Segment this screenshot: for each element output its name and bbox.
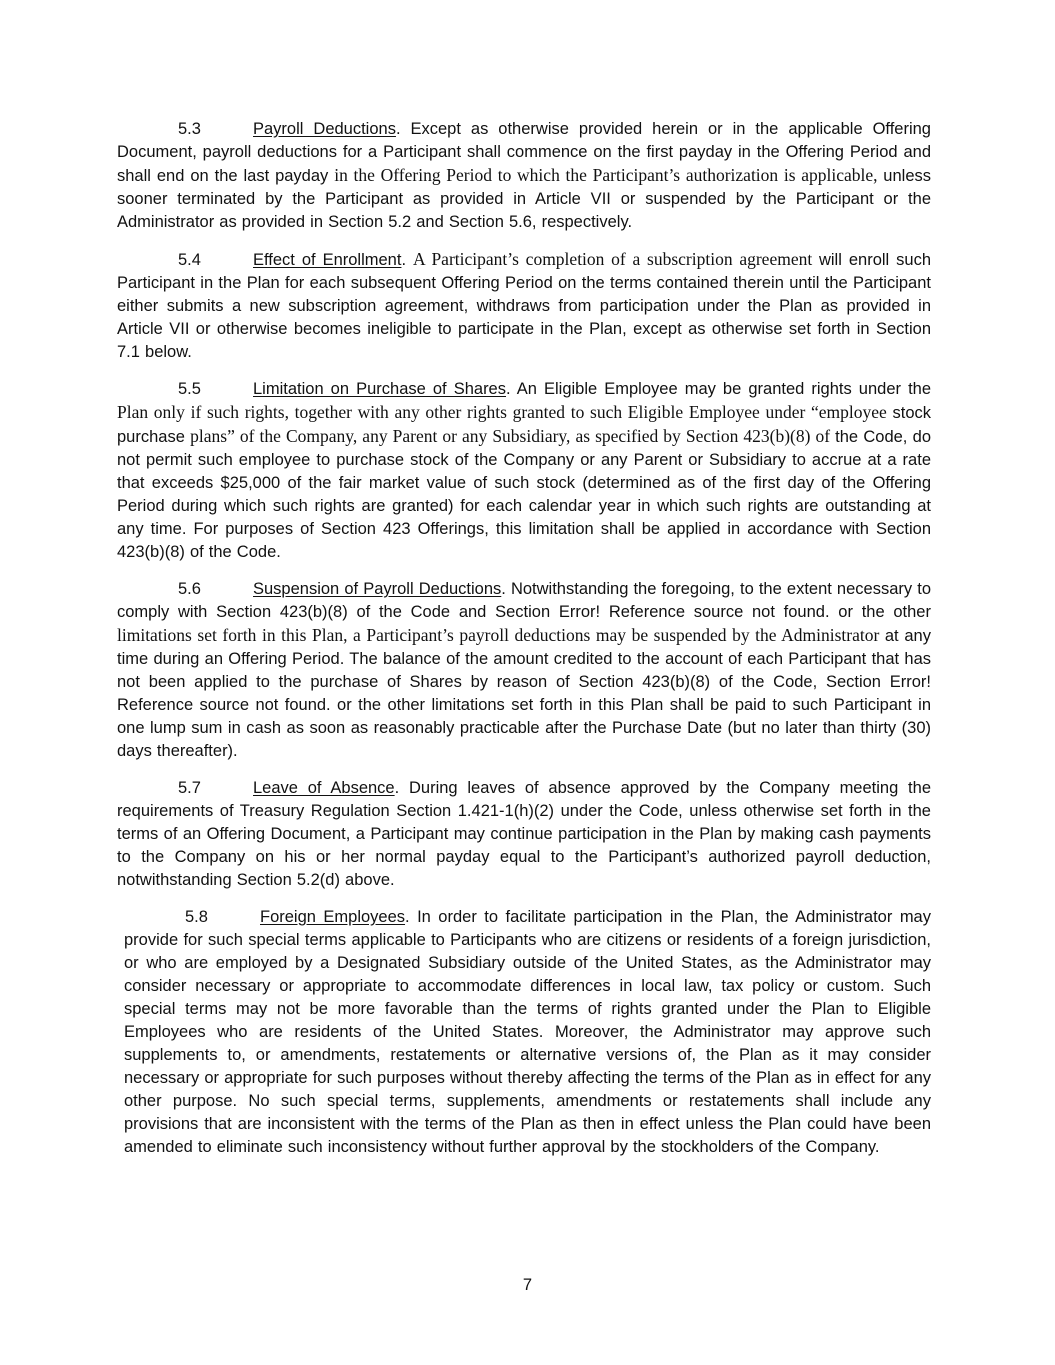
section-paragraph-5-5 bbox=[117, 378, 931, 564]
section-heading: Leave of Absence bbox=[253, 779, 395, 797]
text-run: Error! Reference source not found. bbox=[558, 603, 830, 621]
text-run: . bbox=[401, 251, 414, 269]
section-heading: Foreign Employees bbox=[260, 908, 406, 926]
text-run: will enroll such Participant in the Plan for each subsequent Offering Period on the terms contained therein until the Participant either submits a new subscription agreement, withdraws from participation under the Plan as provided in Article VII or otherwise becomes ineligible to participate in the Plan, except as otherwise set forth in Section 7.1 below. bbox=[117, 251, 932, 361]
section-heading: Limitation on Purchase of Shares bbox=[253, 380, 506, 398]
text-run: Plan only if such rights, together with any other rights granted to such Eligible Employee under “employee bbox=[117, 402, 893, 422]
text-run: limitations set forth in this Plan, a Participant’s payroll deductions may be suspended by the Administrator bbox=[117, 625, 885, 645]
text-run: . Notwithstanding the foregoing, to the extent necessary to comply with Section 423(b)(8) of the Code and Section bbox=[117, 580, 931, 621]
section-paragraph-5-4 bbox=[117, 248, 931, 364]
section-paragraph-5-8 bbox=[124, 906, 931, 1159]
text-run: . In order to facilitate participation in the Plan, the Administrator may provide for such special terms applicable to Participants who are citizens or residents of a foreign jurisdiction, or who are employed by a Designated Subsidiary outside of the United States, as the Administrator may consider necessary or appropriate to accommodate differences in local law, tax policy or custom. Such special terms may not be more favorable than the terms of rights granted under the Plan to Eligible Employees who are residents of the United States. Moreover, the Administrator may approve such supplements to, or amendments, restatements or alternative versions of, the Plan as it may consider necessary or appropriate for such purposes without thereby affecting the terms of the Plan as in effect for any other purpose. No such special terms, supplements, amendments or restatements shall include any provisions that are inconsistent with the terms of the Plan as then in effect unless the Plan could have been amended to eliminate such inconsistency without further approval by the stockholders of the Company. bbox=[124, 908, 931, 1156]
text-run: in the Offering Period to which the Participant’s authorization is applicable, bbox=[334, 165, 884, 185]
document-body bbox=[117, 118, 931, 1159]
text-run: . Except as otherwise provided herein or in the applicable Offering Document, payroll deductions for a Participant shall commence on the first payday in the Offering Period and shall end on the last payday bbox=[117, 120, 931, 185]
section-number: 5.7 bbox=[178, 779, 201, 797]
section-number: 5.6 bbox=[178, 580, 201, 598]
page-footer bbox=[0, 1276, 1055, 1295]
text-run: . During leaves of absence approved by the Company meeting the requirements of Treasury Regulation Section 1.421-1(h)(2) under the Code, unless otherwise set forth in the terms of an Offering Document, a Participant may continue participation in the Plan by making cash payments to the Company on his or her normal payday equal to the Participant’s authorized payroll deduction, notwithstanding Section 5.2(d) above. bbox=[117, 779, 931, 889]
section-number: 5.3 bbox=[178, 120, 201, 138]
section-heading: Suspension of Payroll Deductions bbox=[253, 580, 502, 598]
text-run: or the other limitations set forth in this Plan shall be paid to such Participant in one lump sum in cash as soon as reasonably practicable after the Purchase Date (but no later than thirty (30) days thereafter). bbox=[117, 696, 932, 760]
text-run: Error! Reference source not found. bbox=[117, 673, 931, 714]
section-number: 5.4 bbox=[178, 251, 201, 269]
text-run: stock purchase bbox=[117, 404, 931, 446]
text-run: unless sooner terminated by the Participant as provided in Article VII or suspended by the Participant or the Administrator as provided in Section 5.2 and Section 5.6, respectively. bbox=[117, 167, 931, 231]
text-run: at any time during an Offering Period. The balance of the amount credited to the account of each Participant that has not been applied to the purchase of Shares by reason of Section 423(b)(8) of the Code, Section bbox=[117, 627, 931, 691]
section-paragraph-5-7 bbox=[117, 777, 931, 892]
section-number: 5.8 bbox=[185, 908, 208, 926]
section-heading: Payroll Deductions bbox=[253, 120, 396, 138]
text-run: . An Eligible Employee may be granted rights under the bbox=[506, 380, 932, 398]
section-number: 5.5 bbox=[178, 380, 201, 398]
section-paragraph-5-6 bbox=[117, 578, 931, 763]
section-paragraph-5-3 bbox=[117, 118, 931, 234]
page-number: 7 bbox=[522, 1276, 533, 1294]
section-heading: Effect of Enrollment bbox=[253, 251, 402, 269]
text-run: A Participant’s completion of a subscription agreement bbox=[413, 249, 819, 269]
text-run: plans” of the Company, any Parent or any Subsidiary, as specified by Section 423(b)(8) of bbox=[190, 426, 836, 446]
text-run: the Code, do not permit such employee to purchase stock of the Company or any Parent or Subsidiary to accrue at a rate that exceeds $25,000 of the fair market value of such stock (determined as of the first day of the Offering Period during which such rights are granted) for each calendar year in which such rights are outstanding at any time. For purposes of Section 423 Offerings, this limitation shall be applied in accordance with Section 423(b)(8) of the Code. bbox=[117, 428, 931, 561]
text-run: or the other bbox=[829, 603, 931, 621]
